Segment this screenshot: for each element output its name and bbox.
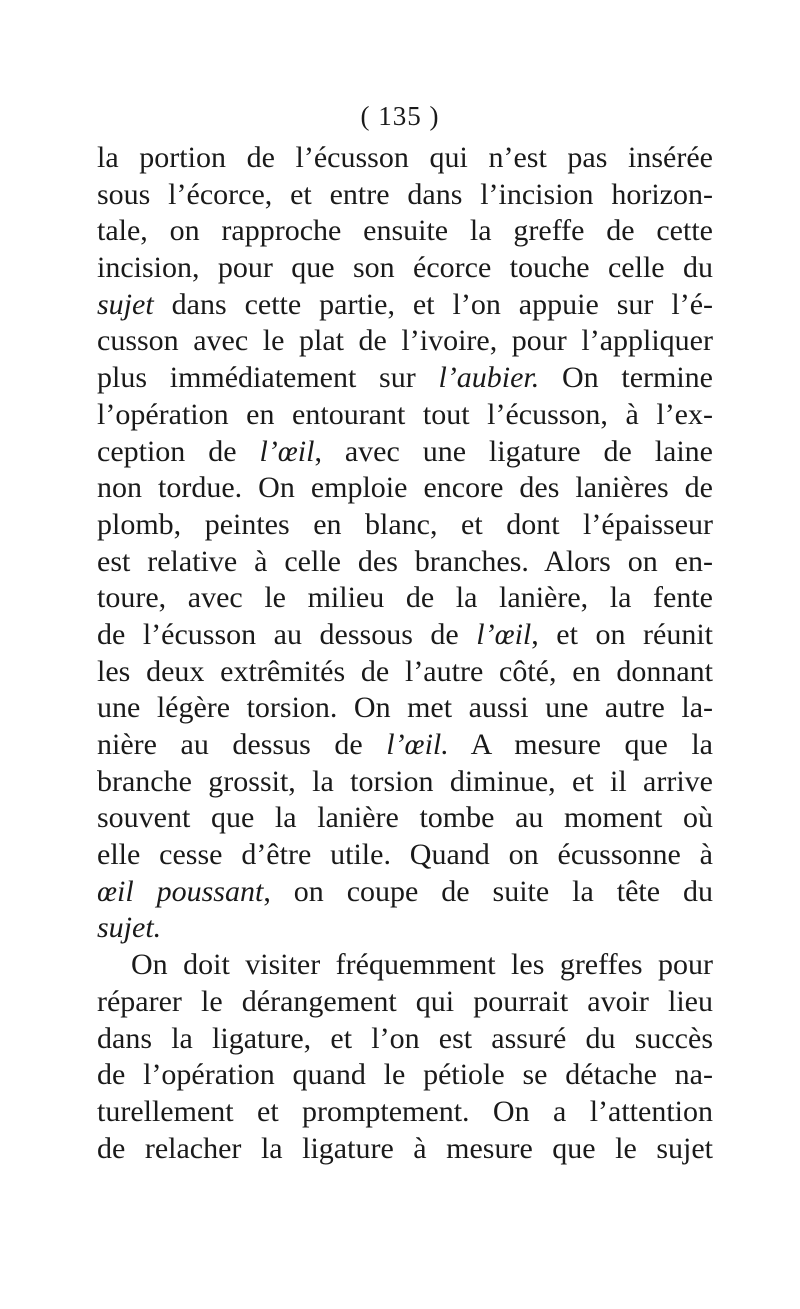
text-line bbox=[97, 1021, 713, 1058]
text-line bbox=[97, 323, 713, 360]
text-line bbox=[97, 544, 713, 581]
text-run: plus immédiatement sur bbox=[97, 361, 439, 395]
text-run: tale, on rapproche ensuite la greffe de cette bbox=[97, 214, 713, 248]
text-run: de l’écusson au dessous de bbox=[97, 617, 477, 651]
text-line bbox=[97, 580, 713, 617]
text-run: est relative à celle des branches. Alors on en- bbox=[97, 544, 713, 578]
text-run: turellement et promptement. On a l’attention bbox=[97, 1094, 713, 1128]
text-run: , on coupe de suite la tête du bbox=[263, 874, 713, 908]
text-run: nière au dessus de bbox=[97, 728, 387, 761]
text-run: On termine bbox=[539, 361, 713, 395]
text-line bbox=[97, 140, 713, 177]
text-run: branche grossit, la torsion diminue, et il arrive bbox=[97, 764, 713, 798]
text-run: dans cette partie, et l’on appuie sur l’é- bbox=[153, 287, 713, 321]
text-run: , et on réunit bbox=[531, 617, 713, 651]
text-line bbox=[97, 397, 713, 434]
text-run: de l’opération quand le pétiole se détache na- bbox=[97, 1058, 713, 1092]
body-text bbox=[97, 140, 713, 1167]
text-run: non tordue. On emploie encore des lanières de bbox=[97, 471, 713, 505]
text-line bbox=[97, 177, 713, 214]
text-line bbox=[97, 287, 713, 324]
text-run: plomb, peintes en blanc, et dont l’épaisseur bbox=[97, 507, 713, 541]
text-run: réparer le dérangement qui pourrait avoir lieu bbox=[97, 984, 713, 1018]
text-line bbox=[97, 690, 713, 727]
text-run: On doit visiter fréquemment les greffes pour bbox=[131, 948, 713, 982]
page-number: ( 135 ) bbox=[360, 101, 440, 131]
text-line bbox=[97, 1131, 713, 1168]
text-run: l’opération en entourant tout l’écusson, à l’ex- bbox=[97, 397, 713, 431]
text-line bbox=[97, 507, 713, 544]
italic-text: l’aubier. bbox=[438, 361, 540, 395]
text-line bbox=[97, 1057, 713, 1094]
text-line bbox=[97, 434, 713, 471]
text-line bbox=[97, 654, 713, 691]
italic-text: l’œil bbox=[476, 617, 532, 651]
text-line bbox=[97, 837, 713, 874]
text-line bbox=[97, 727, 713, 764]
text-run: les deux extrêmités de l’autre côté, en donnant bbox=[97, 654, 713, 688]
italic-text: œil poussant bbox=[97, 874, 264, 908]
italic-text: l’œil bbox=[259, 434, 315, 468]
text-line bbox=[97, 910, 713, 947]
paragraph bbox=[97, 140, 713, 947]
text-run: cusson avec le plat de l’ivoire, pour l’appliquer bbox=[97, 324, 713, 358]
text-run: la portion de l’écusson qui n’est pas insérée bbox=[97, 141, 713, 174]
text-run: elle cesse d’être utile. Quand on écussonne à bbox=[97, 838, 713, 872]
text-line bbox=[97, 764, 713, 801]
text-line bbox=[97, 213, 713, 250]
text-line bbox=[97, 984, 713, 1021]
text-line bbox=[97, 874, 713, 911]
text-run: A mesure que la bbox=[448, 728, 713, 761]
text-run: , avec une ligature de laine bbox=[314, 434, 713, 468]
text-run: toure, avec le milieu de la lanière, la fente bbox=[97, 581, 713, 615]
text-run: une légère torsion. On met aussi une autre la- bbox=[97, 691, 713, 725]
text-run: de relacher la ligature à mesure que le sujet bbox=[97, 1131, 713, 1165]
italic-text: sujet. bbox=[97, 911, 162, 945]
text-line bbox=[97, 250, 713, 287]
text-line bbox=[97, 360, 713, 397]
text-line bbox=[97, 470, 713, 507]
text-line bbox=[97, 947, 713, 984]
text-run: incision, pour que son écorce touche celle du bbox=[97, 251, 713, 285]
italic-text: sujet bbox=[97, 287, 154, 321]
paragraph bbox=[97, 947, 713, 1167]
italic-text: l’œil. bbox=[386, 728, 449, 761]
text-run: souvent que la lanière tombe au moment où bbox=[97, 801, 713, 835]
text-line bbox=[97, 1094, 713, 1131]
text-line bbox=[97, 800, 713, 837]
text-run: ception de bbox=[97, 434, 260, 468]
text-line bbox=[97, 617, 713, 654]
text-run: dans la ligature, et l’on est assuré du succès bbox=[97, 1021, 713, 1055]
text-run: sous l’écorce, et entre dans l’incision horizon- bbox=[97, 177, 713, 211]
